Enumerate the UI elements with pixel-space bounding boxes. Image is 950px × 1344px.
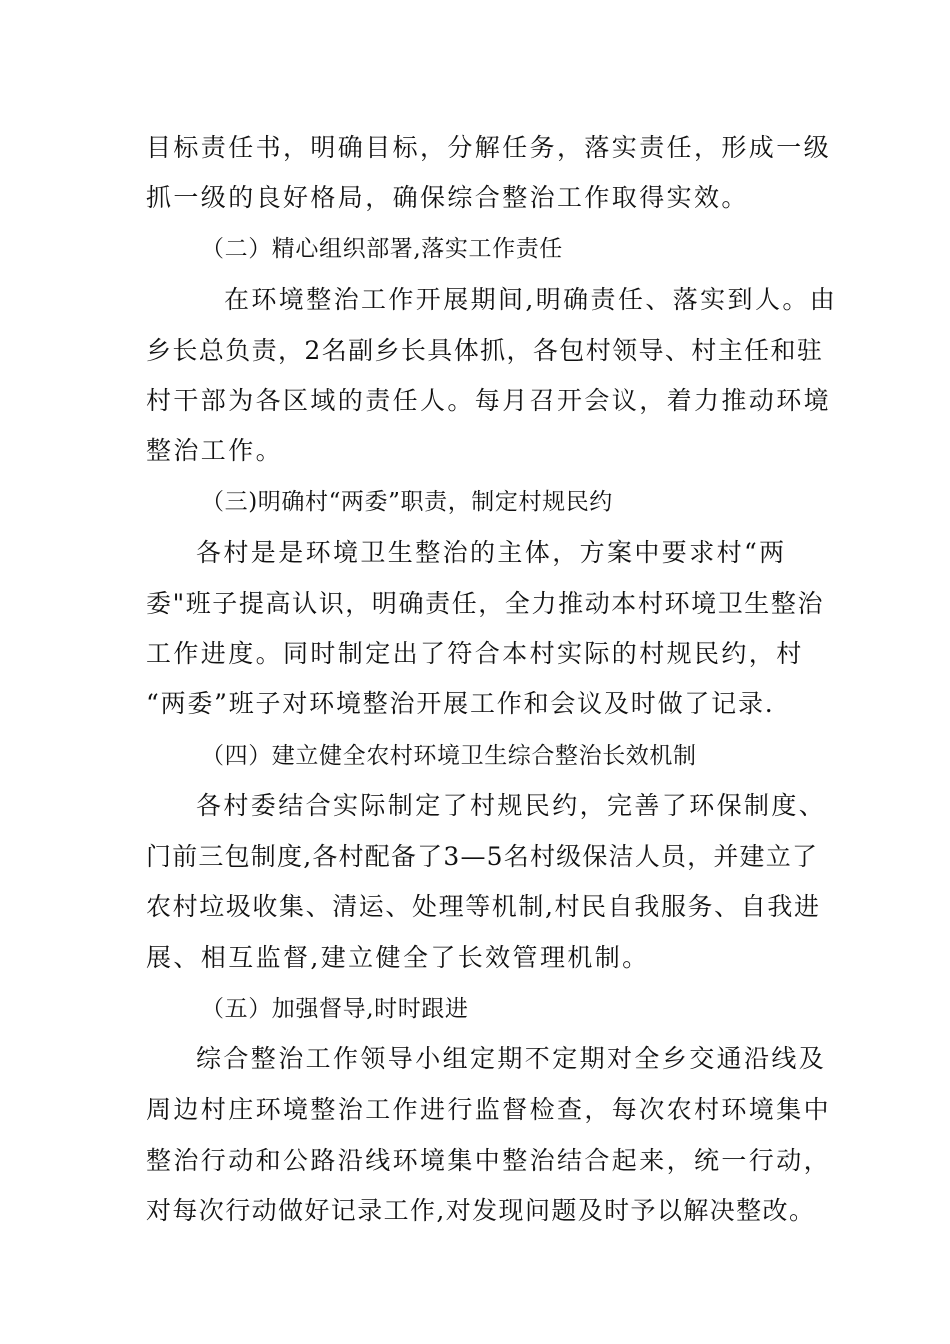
body-text-line: 委"班子提高认识，明确责任，全力推动本村环境卫生整治 [146,589,825,618]
body-text-line: 整治行动和公路沿线环境集中整治结合起来，统一行动， [146,1146,832,1175]
body-text-line: 村干部为各区域的责任人。每月召开会议，着力推动环境 [146,386,832,415]
body-text-line: 展、相互监督,建立健全了长效管理机制。 [146,943,650,972]
paragraph-first-line: 在环境整治工作开展期间,明确责任、落实到人。由 [224,285,838,314]
body-text-line: 目标责任书，明确目标，分解任务，落实责任，形成一级 [146,133,832,162]
paragraph-first-line: 各村是是环境卫生整治的主体，方案中要求村“两 [196,538,787,567]
section-heading-3: （三)明确村“两委”职责，制定村规民约 [201,489,613,515]
body-text-line: “两委”班子对环境整治开展工作和会议及时做了记录. [146,689,775,718]
body-text-line: 乡长总负责，2名副乡长具体抓，各包村领导、村主任和驻 [146,336,824,365]
body-text-line: 门前三包制度,各村配备了3—5名村级保洁人员，并建立了 [146,842,819,871]
body-text-line: 周边村庄环境整治工作进行监督检查，每次农村环境集中 [146,1095,832,1124]
paragraph-first-line: 各村委结合实际制定了村规民约，完善了环保制度、 [196,791,827,820]
body-text-line: 整治工作。 [146,436,284,465]
paragraph-first-line: 综合整治工作领导小组定期不定期对全乡交通沿线及 [196,1044,827,1073]
body-text-line: 抓一级的良好格局，确保综合整治工作取得实效。 [146,183,749,212]
section-heading-2: （二）精心组织部署,落实工作责任 [201,236,563,262]
section-heading-5: （五）加强督导,时时跟进 [201,996,469,1022]
body-text-line: 农村垃圾收集、清运、处理等机制,村民自我服务、自我进 [146,892,821,921]
body-text-line: 对每次行动做好记录工作,对发现问题及时予以解决整改。 [146,1196,816,1225]
section-heading-4: （四）建立健全农村环境卫生综合整治长效机制 [201,743,697,769]
body-text-line: 工作进度。同时制定出了符合本村实际的村规民约，村 [146,639,804,668]
